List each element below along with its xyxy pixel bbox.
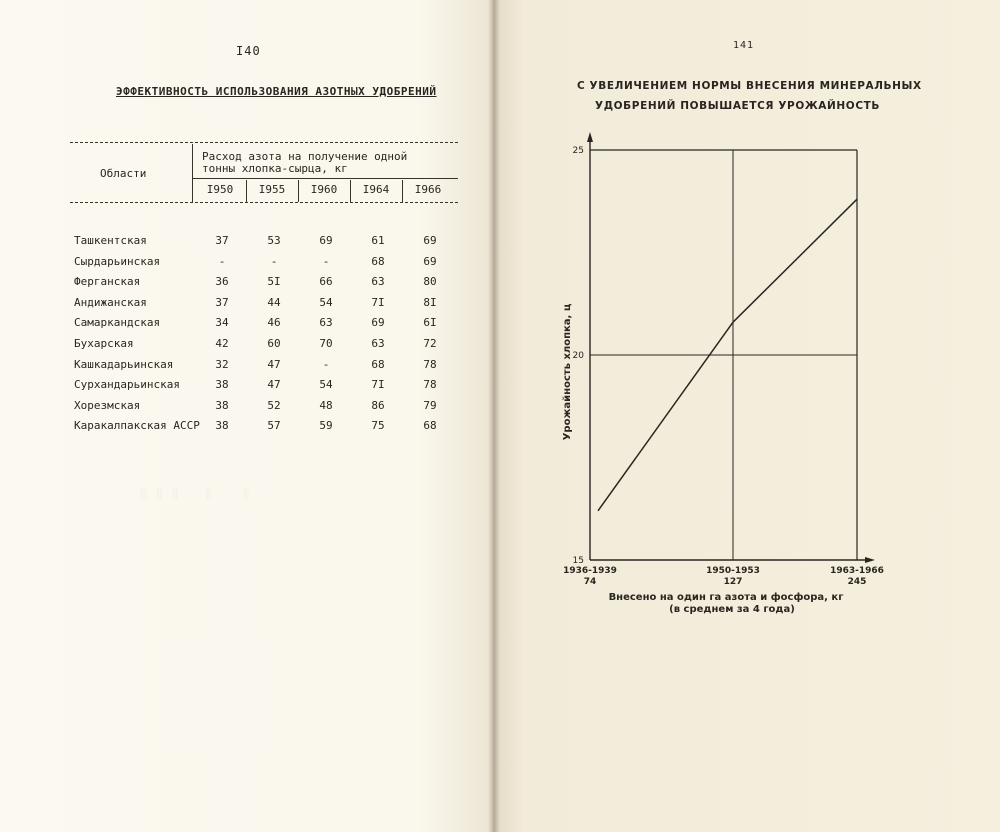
region-name: Самаркандская [74,316,161,330]
table-cell: 66 [319,275,333,289]
table-cell: 75 [371,419,385,433]
y-tick-label: 25 [572,146,584,156]
column-header-region: Области [100,167,147,180]
table-cell: 59 [319,419,333,433]
table-cell: 36 [215,275,229,289]
region-name: Бухарская [74,337,134,350]
table-cell: 32 [215,357,229,371]
bleed-through: ░ ░ ░ ░ ░ [140,490,250,500]
table-cell: 7I [371,295,385,309]
region-name: Хорезмская [74,398,141,412]
table-cell: 68 [371,254,385,268]
y-tick-label: 15 [572,556,584,566]
table-cell: 70 [319,337,333,350]
table-cell: 69 [371,316,385,330]
year-header: I955 [258,183,286,196]
table-cell: - [322,254,330,268]
table-cell: 54 [319,378,333,392]
table-cell: 79 [423,398,437,412]
table-cell: 37 [215,295,229,309]
table-cell: 86 [371,398,385,412]
table-cell: 54 [319,295,333,309]
y-axis-label: Урожайность хлопка, ц [562,303,573,441]
x-axis-label: Внесено на один га азота и фосфора, кг [608,592,844,603]
table-cell: 38 [215,398,229,412]
table-cell: - [322,357,330,371]
table-cell: 42 [215,337,229,350]
table-cell: 78 [423,378,437,392]
table-cell: 38 [215,378,229,392]
table-title: ЭФФЕКТИВНОСТЬ ИСПОЛЬЗОВАНИЯ АЗОТНЫХ УДОБРЕНИЙ [116,85,437,98]
page-number-left: I40 [236,44,261,58]
table-cell: 68 [371,357,385,371]
column-header-group-line2: тонны хлопка-сырца, кг [202,162,348,175]
table-cell: 60 [267,337,281,350]
x-tick-label: 1936-1939 [563,566,617,576]
y-tick-label: 20 [572,351,584,361]
table-cell: 80 [423,275,437,289]
region-name: Ташкентская [74,234,147,247]
table-cell: 78 [423,357,437,371]
table-cell: 37 [215,234,229,247]
table-cell: 6I [423,316,437,330]
region-name: Андижанская [74,295,147,309]
x-tick-label: 1950-1953 [706,566,760,576]
year-header: I964 [362,183,390,196]
region-name: Сырдарьинская [74,254,161,268]
table-cell: 48 [319,398,333,412]
year-header: I950 [206,183,234,196]
region-name: Кашкадарьинская [74,357,174,371]
region-name: Ферганская [74,275,141,289]
table-cell: 53 [267,234,281,247]
table-cell: 69 [423,234,437,247]
column-header-group: Расход азота на получение одной [202,150,408,163]
y-axis-arrow [587,132,593,142]
table-cell: 38 [215,419,229,433]
table-cell: 34 [215,316,229,330]
table-cell: 47 [267,378,281,392]
year-header: I960 [310,183,338,196]
table-cell: 68 [423,419,437,433]
table-cell: 69 [319,234,333,247]
table-cell: 63 [371,337,385,350]
chart-title-line2: УДОБРЕНИЙ ПОВЫШАЕТСЯ УРОЖАЙНОСТЬ [595,100,881,112]
x-axis-label-line2: (в среднем за 4 года) [669,604,795,615]
chart-title-line1: С УВЕЛИЧЕНИЕМ НОРМЫ ВНЕСЕНИЯ МИНЕРАЛЬНЫХ [577,80,922,92]
year-header: I966 [414,183,442,196]
table-cell: 46 [267,316,281,330]
table-cell: 44 [267,295,281,309]
x-tick-value: 245 [847,577,867,587]
page-number-right: 141 [733,40,755,51]
series-line-segment [598,322,733,511]
table-cell: 47 [267,357,281,371]
region-name: Каракалпакская АССР [74,419,200,433]
table-cell: 7I [371,378,385,392]
x-tick-label: 1963-1966 [830,566,884,576]
table-cell: 8I [423,295,437,309]
table-cell: 69 [423,254,437,268]
table-cell: 52 [267,398,281,412]
x-tick-value: 127 [723,577,743,587]
table-cell: 61 [371,234,385,247]
table-cell: 5I [267,275,281,289]
table-cell: 63 [319,316,333,330]
series-line-segment [733,199,857,322]
table-cell: 72 [423,337,437,350]
table-cell: - [218,254,226,268]
table-cell: 57 [267,419,281,433]
region-name: Сурхандарьинская [74,378,180,392]
table-cell: - [270,254,278,268]
x-axis-arrow [865,557,875,563]
x-tick-value: 74 [583,577,597,587]
table-cell: 63 [371,275,385,289]
